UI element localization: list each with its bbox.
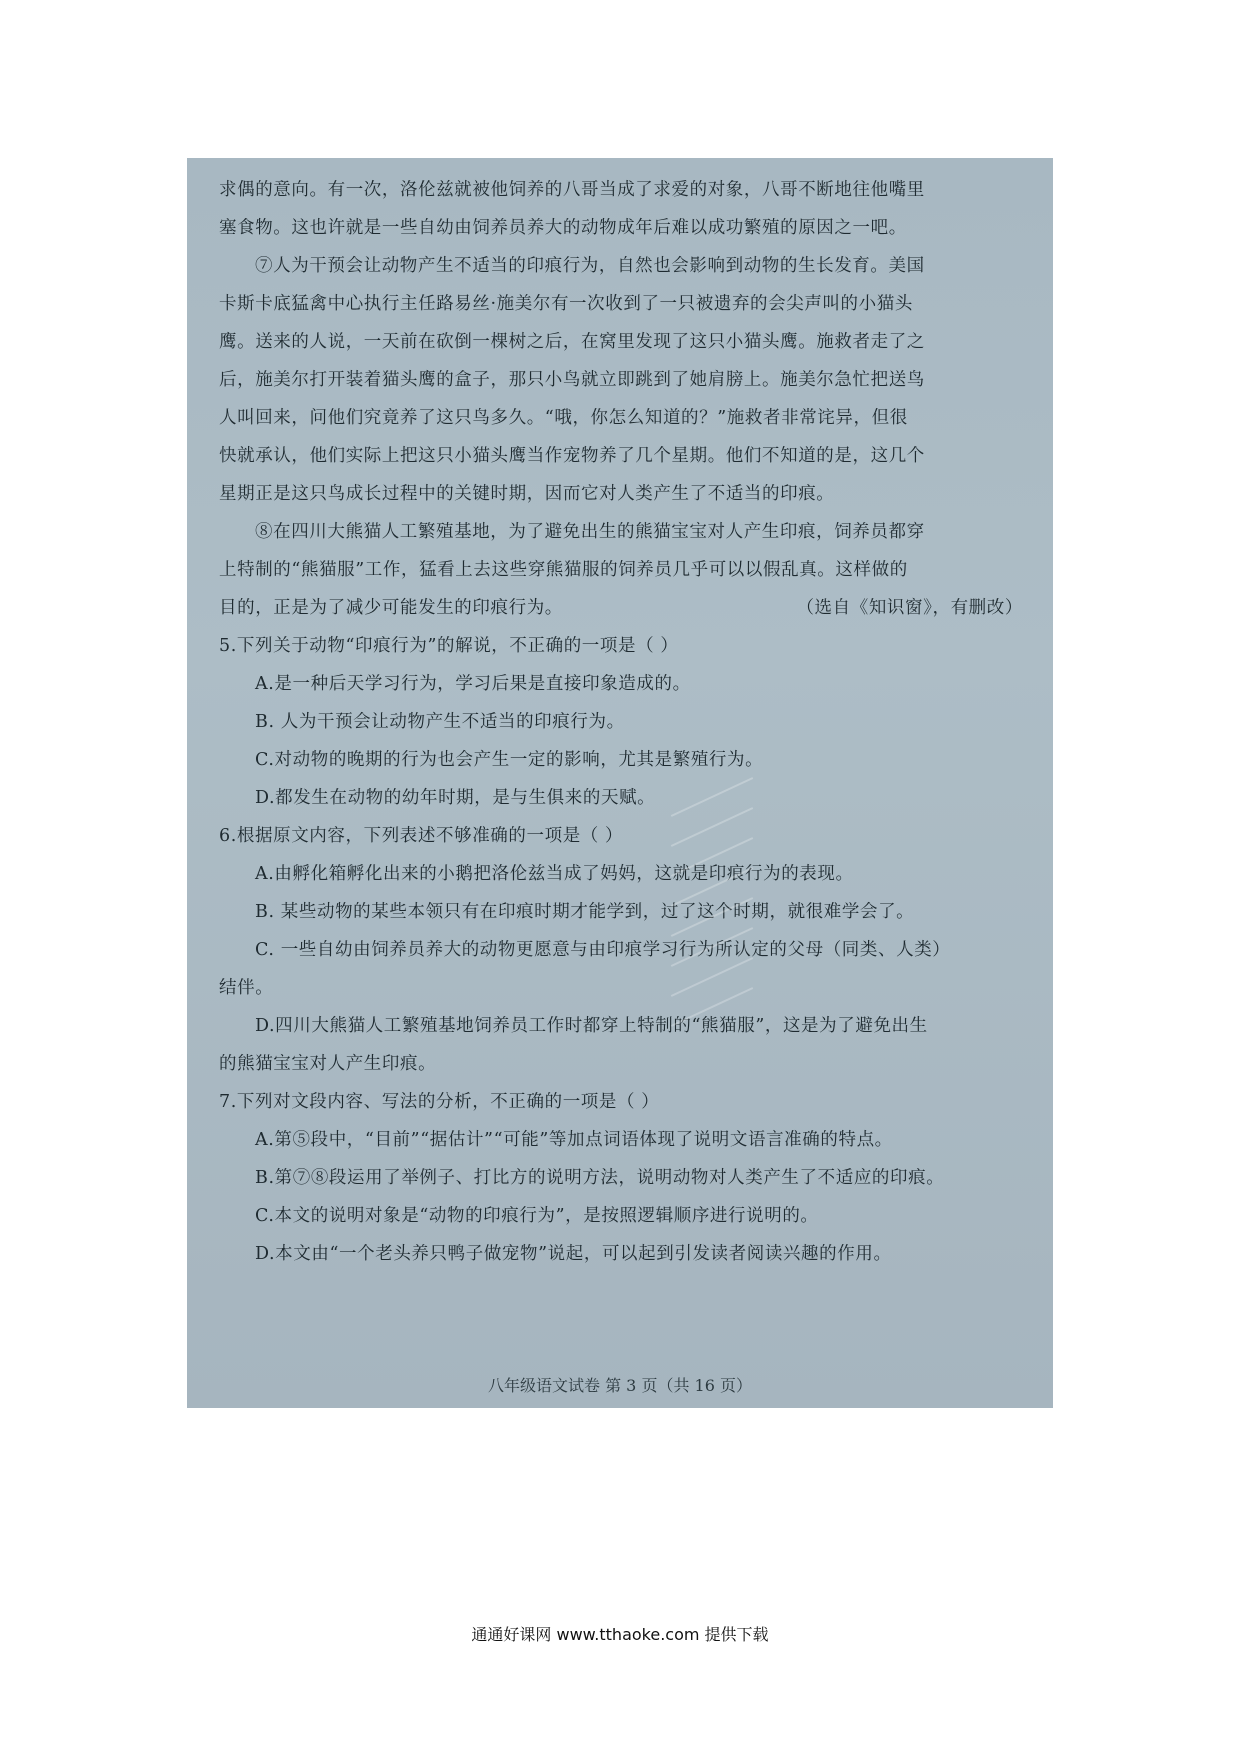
question-5-option-a: A.是一种后天学习行为，学习后果是直接印象造成的。 [255, 674, 691, 694]
paragraph-8-line-text: 目的，正是为了减少可能发生的印痕行为。 [219, 598, 563, 618]
question-5-option-d: D.都发生在动物的幼年时期，是与生俱来的天赋。 [255, 788, 656, 808]
page-number-footer: 八年级语文试卷 第 3 页（共 16 页） [488, 1376, 752, 1395]
paragraph-8-line [219, 594, 1023, 622]
paragraph-7-line: 后，施美尔打开装着猫头鹰的盒子，那只小鸟就立即跳到了她肩膀上。施美尔急忙把送鸟 [219, 370, 925, 390]
question-6-option-d: D.四川大熊猫人工繁殖基地饲养员工作时都穿上特制的“熊猫服”，这是为了避免出生 [255, 1016, 928, 1036]
source-citation: （选自《知识窗》，有删改） [796, 598, 1023, 618]
question-6-option-c-continued: 结伴。 [219, 978, 274, 998]
question-7-stem: 7.下列对文段内容、写法的分析，不正确的一项是（ ） [219, 1092, 660, 1112]
paragraph-7-line: ⑦人为干预会让动物产生不适当的印痕行为，自然也会影响到动物的生长发育。美国 [255, 256, 925, 276]
watermark-stripes [667, 768, 797, 1098]
paragraph-7-line: 人叫回来，问他们究竟养了这只鸟多久。“哦，你怎么知道的？”施救者非常诧异，但很 [219, 408, 908, 428]
paragraph-7-line: 鹰。送来的人说，一天前在砍倒一棵树之后，在窝里发现了这只小猫头鹰。施救者走了之 [219, 332, 925, 352]
question-5-option-c: C.对动物的晚期的行为也会产生一定的影响，尤其是繁殖行为。 [255, 750, 764, 770]
passage-line: 求偶的意向。有一次，洛伦兹就被他饲养的八哥当成了求爱的对象，八哥不断地往他嘴里 [219, 180, 925, 200]
site-download-footer: 通通好课网 www.tthaoke.com 提供下载 [471, 1625, 769, 1644]
question-6-option-a: A.由孵化箱孵化出来的小鹅把洛伦兹当成了妈妈，这就是印痕行为的表现。 [255, 864, 854, 884]
question-6-option-c: C. 一些自幼由饲养员养大的动物更愿意与由印痕学习行为所认定的父母（同类、人类） [255, 940, 951, 960]
paragraph-7-line: 快就承认，他们实际上把这只小猫头鹰当作宠物养了几个星期。他们不知道的是，这几个 [219, 446, 925, 466]
question-6-option-b: B. 某些动物的某些本领只有在印痕时期才能学到，过了这个时期，就很难学会了。 [255, 902, 915, 922]
paragraph-8-line: 上特制的“熊猫服”工作，猛看上去这些穿熊猫服的饲养员几乎可以以假乱真。这样做的 [219, 560, 908, 580]
paragraph-7-line: 卡斯卡底猛禽中心执行主任路易丝·施美尔有一次收到了一只被遗弃的会尖声叫的小猫头 [219, 294, 913, 314]
paragraph-7-line: 星期正是这只鸟成长过程中的关键时期，因而它对人类产生了不适当的印痕。 [219, 484, 835, 504]
paragraph-8-line: ⑧在四川大熊猫人工繁殖基地，为了避免出生的熊猫宝宝对人产生印痕，饲养员都穿 [255, 522, 925, 542]
question-7-option-c: C.本文的说明对象是“动物的印痕行为”，是按照逻辑顺序进行说明的。 [255, 1206, 819, 1226]
question-7-option-a: A.第⑤段中，“目前”“据估计”“可能”等加点词语体现了说明文语言准确的特点。 [255, 1130, 893, 1150]
question-5-option-b: B. 人为干预会让动物产生不适当的印痕行为。 [255, 712, 625, 732]
question-7-option-b: B.第⑦⑧段运用了举例子、打比方的说明方法，说明动物对人类产生了不适应的印痕。 [255, 1168, 945, 1188]
passage-line: 塞食物。这也许就是一些自幼由饲养员养大的动物成年后难以成功繁殖的原因之一吧。 [219, 218, 907, 238]
scanned-exam-page [187, 158, 1053, 1408]
question-7-option-d: D.本文由“一个老头养只鸭子做宠物”说起，可以起到引发读者阅读兴趣的作用。 [255, 1244, 892, 1264]
question-6-stem: 6.根据原文内容，下列表述不够准确的一项是（ ） [219, 826, 624, 846]
question-5-stem: 5.下列关于动物“印痕行为”的解说，不正确的一项是（ ） [219, 636, 679, 656]
question-6-option-d-continued: 的熊猫宝宝对人产生印痕。 [219, 1054, 437, 1074]
